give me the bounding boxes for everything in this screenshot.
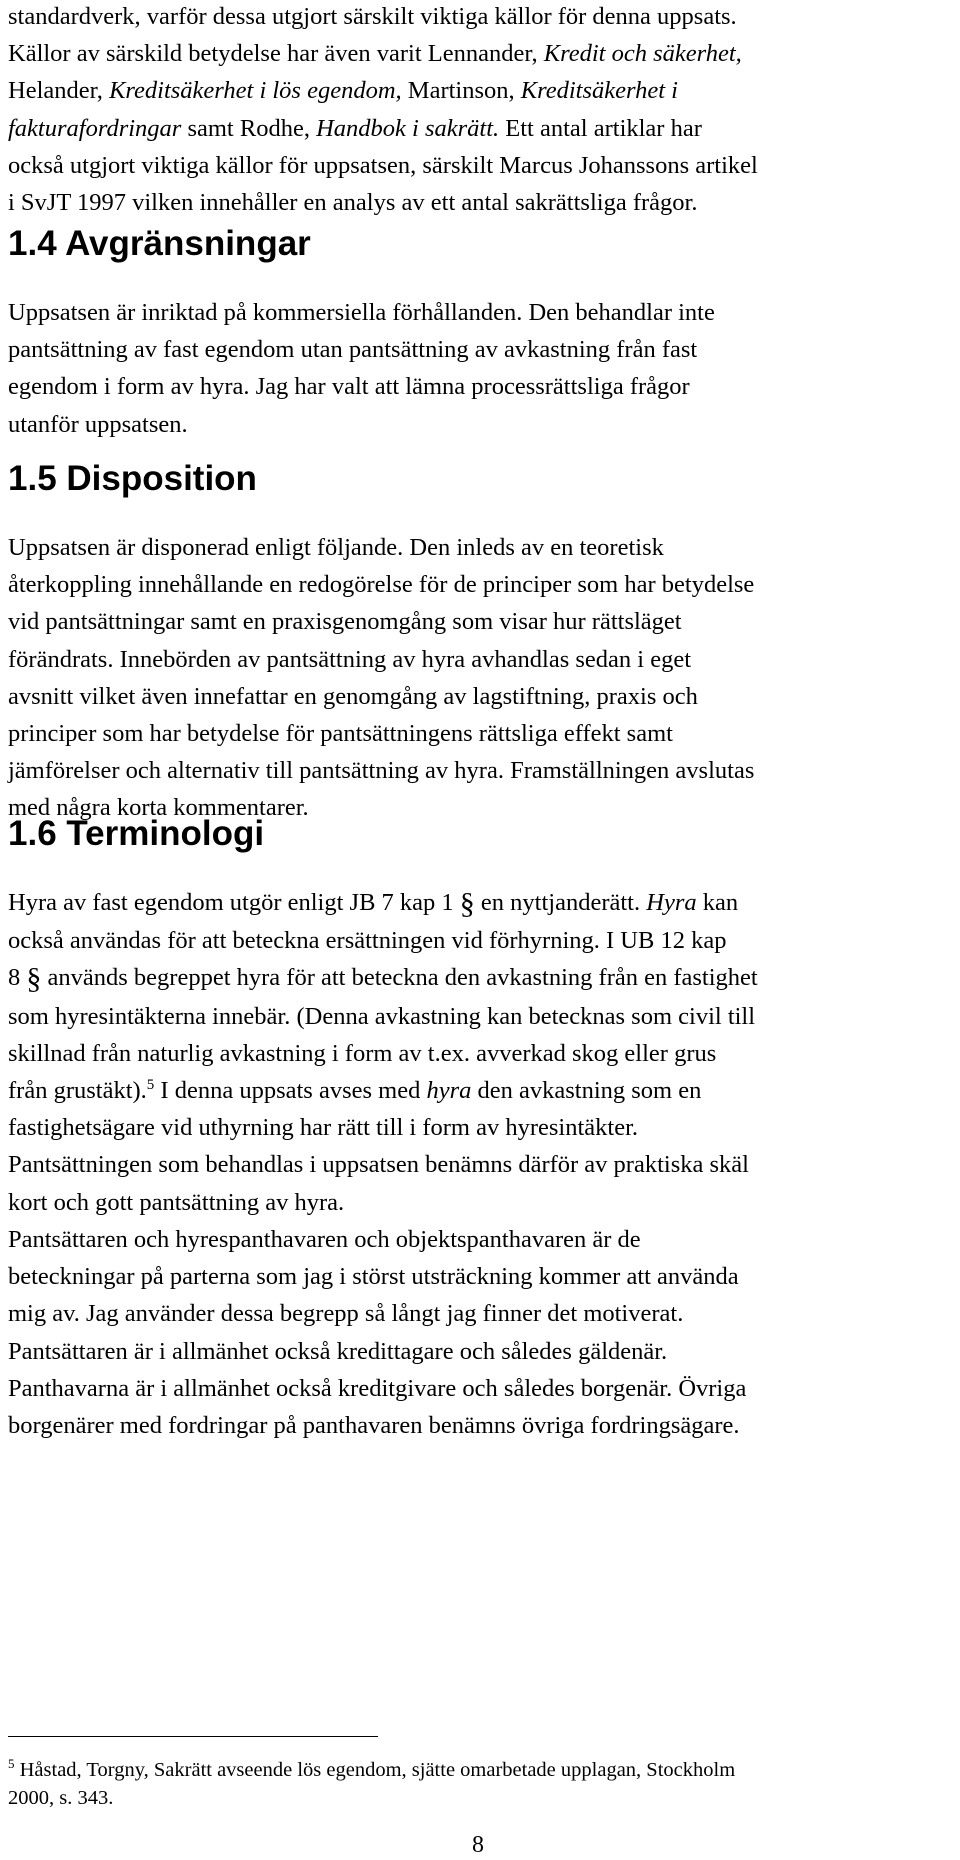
text-line: utanför uppsatsen.: [8, 410, 188, 438]
terminologi-paragraph-2: [8, 1221, 746, 1444]
section-sign: §: [26, 962, 42, 996]
text-line: Helander, Kreditsäkerhet i lös egendom, Martinson, Kreditsäkerhet i: [8, 77, 678, 105]
text-line: avsnitt vilket även innefattar en genomgång av lagstiftning, praxis och: [8, 682, 698, 710]
text-line: mig av. Jag använder dessa begrepp så långt jag finner det motiverat.: [8, 1300, 684, 1328]
text-line: Pantsättaren och hyrespanthavaren och objektspanthavaren är de: [8, 1226, 641, 1253]
text-line: Källor av särskild betydelse har även varit Lennander, Kredit och säkerhet,: [8, 40, 742, 68]
footnote-number: 5: [8, 1756, 15, 1772]
avgransningar-paragraph: [8, 294, 715, 443]
text-line: pantsättning av fast egendom utan pantsättning av avkastning från fast: [8, 336, 698, 364]
terminologi-paragraph-1: [8, 884, 758, 1221]
footnote-divider: [8, 1736, 378, 1737]
text-line: fakturafordringar samt Rodhe, Handbok i sakrätt. Ett antal artiklar har: [8, 114, 702, 142]
text-line: standardverk, varför dessa utgjort särskilt viktiga källor för denna uppsats.: [8, 3, 737, 30]
section-heading-avgransningar: 1.4 Avgränsningar: [8, 224, 311, 263]
text-line: förändrats. Innebörden av pantsättning av hyra avhandlas sedan i eget: [8, 645, 692, 673]
section-heading-terminologi: 1.6 Terminologi: [8, 814, 265, 853]
emphasized-term: hyra: [426, 1077, 472, 1105]
section-sign: §: [459, 887, 475, 920]
text-line: Uppsatsen är disponerad enligt följande. Den inleds av en teoretisk: [8, 534, 664, 561]
text-line: Pantsättningen som behandlas i uppsatsen benämns därför av praktiska skäl: [8, 1151, 749, 1179]
footnote-line: 2000, s. 343.: [8, 1787, 114, 1809]
page-number: 8: [472, 1832, 484, 1858]
text-line: skillnad från naturlig avkastning i form av t.ex. avverkad skog eller grus: [8, 1039, 717, 1067]
text-line: återkoppling innehållande en redogörelse för de principer som har betydelse: [8, 571, 755, 599]
section-heading-disposition: 1.5 Disposition: [8, 459, 257, 498]
text-line: fastighetsägare vid uthyrning har rätt till i form av hyresintäkter.: [8, 1114, 639, 1142]
emphasized-term: Hyra: [646, 889, 697, 916]
text-line: beteckningar på parterna som jag i störst utsträckning kommer att använda: [8, 1263, 739, 1291]
text-line: från grustäkt).$^5$ I denna uppsats avses med hyra den avkastning som en: [8, 1076, 702, 1105]
text-line: med några korta kommentarer.: [8, 794, 309, 822]
disposition-paragraph: [8, 529, 754, 827]
text-line: Panthavarna är i allmänhet också kreditgivare och således borgenär. Övriga: [8, 1374, 747, 1402]
text-line: Hyra av fast egendom utgör enligt JB 7 kap 1 § en nyttjanderätt. Hyra kan: [8, 887, 739, 920]
text-line: 8 § används begreppet hyra för att beteckna den avkastning från en fastighet: [8, 962, 758, 996]
book-title: Kreditsäkerhet i lös egendom,: [109, 77, 402, 105]
text-line: i SvJT 1997 vilken innehåller en analys av ett antal sakrättsliga frågor.: [8, 189, 698, 217]
book-title: Handbok i sakrätt.: [316, 114, 500, 142]
text-line: Pantsättaren är i allmänhet också kredittagare och således gäldenär.: [8, 1337, 668, 1365]
book-title: fakturafordringar: [8, 114, 182, 142]
text-line: Uppsatsen är inriktad på kommersiella förhållanden. Den behandlar inte: [8, 299, 715, 326]
text-line: också utgjort viktiga källor för uppsatsen, särskilt Marcus Johanssons artikel: [8, 151, 758, 179]
text-line: egendom i form av hyra. Jag har valt att lämna processrättsliga frågor: [8, 373, 690, 401]
footnote-line: $^5$ Håstad, Torgny, Sakrätt avseende lös egendom, sjätte omarbetade upplagan, Stockholm: [8, 1756, 736, 1781]
text-line: jämförelser och alternativ till pantsättning av hyra. Framställningen avslutas: [8, 757, 755, 785]
footnote: [8, 1756, 735, 1812]
text-line: borgenärer med fordringar på panthavaren benämns övriga fordringsägare.: [8, 1412, 740, 1440]
text-line: vid pantsättningar samt en praxisgenomgång som visar hur rättsläget: [8, 608, 682, 636]
text-line: principer som har betydelse för pantsättningens rättsliga effekt samt: [8, 720, 673, 748]
text-line: också användas för att beteckna ersättningen vid förhyrning. I UB 12 kap: [8, 927, 727, 955]
book-title: Kredit och säkerhet,: [543, 40, 742, 68]
footnote-reference: 5: [146, 1076, 155, 1093]
book-title: Kreditsäkerhet i: [520, 77, 678, 105]
text-line: kort och gott pantsättning av hyra.: [8, 1188, 345, 1216]
intro-paragraph: [8, 0, 758, 221]
text-line: som hyresintäkterna innebär. (Denna avkastning kan betecknas som civil till: [8, 1002, 756, 1030]
